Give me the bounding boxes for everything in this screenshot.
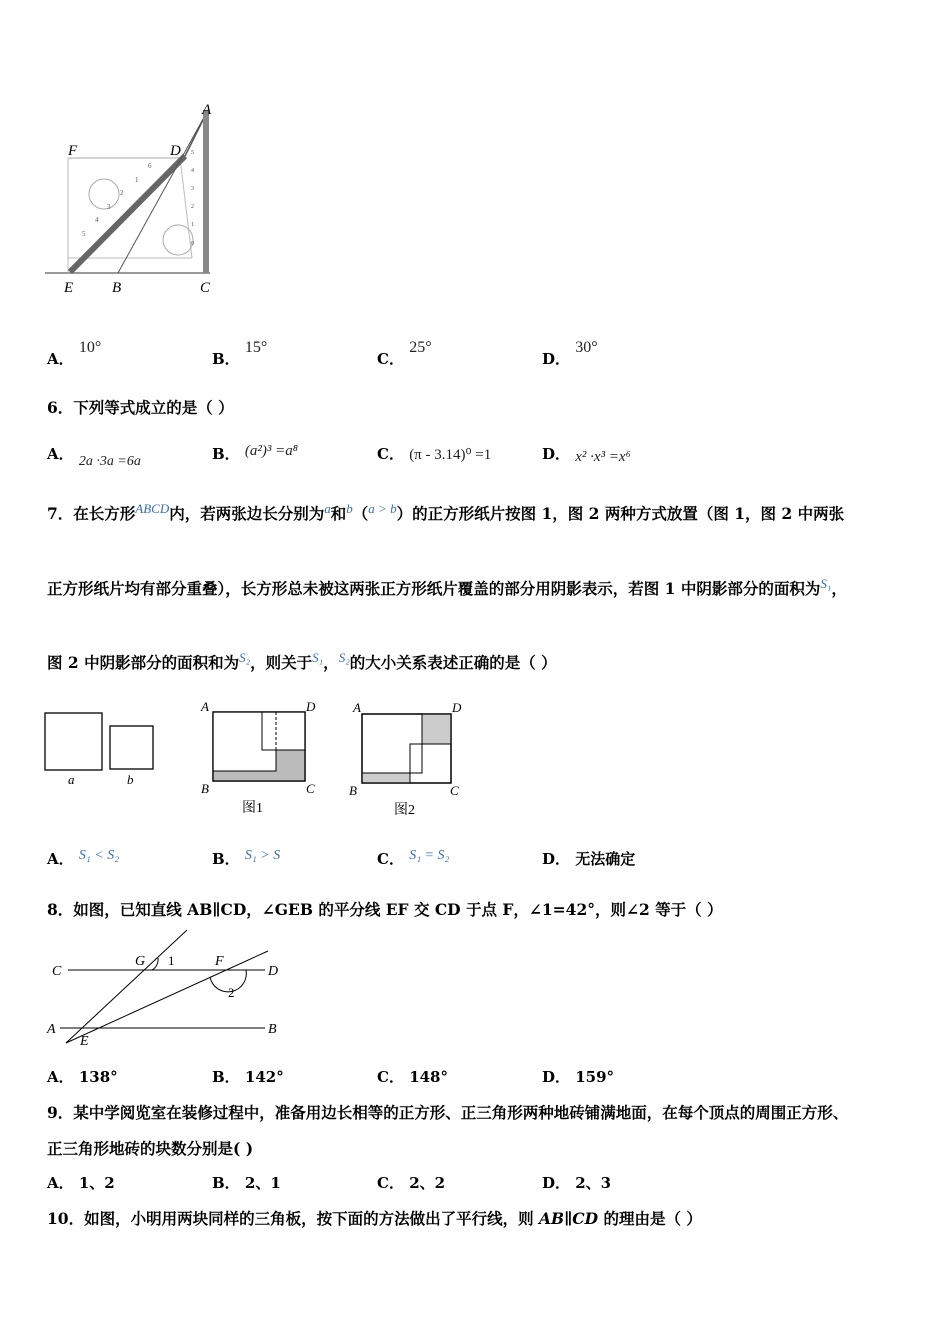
option-letter: A． <box>47 1068 74 1086</box>
q5-tick: 1 <box>135 176 139 184</box>
q8-option-a[interactable] <box>47 1066 118 1087</box>
q7-math: S₂ <box>239 650 251 665</box>
option-letter: B． <box>212 850 240 868</box>
q8-label-e: E <box>80 1034 89 1049</box>
q5-ruler-tick: 2 <box>191 204 194 210</box>
q9-stem-line1: 9．某中学阅览室在装修过程中，准备用边长相等的正方形、正三角形两种地砖铺满地面，在每个顶点的周围正方形、 <box>47 1103 849 1122</box>
option-letter: A． <box>47 850 74 868</box>
q7-line3 <box>47 650 557 673</box>
q7-figure <box>40 695 480 820</box>
q8-label-a: A <box>47 1022 56 1037</box>
q6-option-d[interactable] <box>542 443 631 464</box>
q8-label-f: F <box>215 954 224 969</box>
q8-label-1: 1 <box>168 953 175 968</box>
q7-math: a <box>324 501 331 516</box>
option-value: 2、1 <box>244 1174 281 1192</box>
q7-text: 7．在长方形 <box>47 504 136 524</box>
option-letter: A． <box>47 1174 74 1192</box>
option-value: 142° <box>244 1068 284 1086</box>
option-value: 25° <box>409 339 432 356</box>
q5-circle-1 <box>89 179 119 209</box>
q7-line1 <box>47 501 844 524</box>
q5-ruler-ed <box>70 156 185 272</box>
q7-fig1-label-b: B <box>201 781 209 796</box>
option-letter: C． <box>377 445 404 463</box>
q6-option-b[interactable] <box>212 443 298 464</box>
q8-label-2: 2 <box>228 985 235 1000</box>
option-value: 148° <box>409 1068 448 1086</box>
q9-option-a[interactable] <box>47 1172 115 1193</box>
option-value: 30° <box>575 339 598 356</box>
q5-tick: 4 <box>95 216 99 224</box>
q7-math: S₂ <box>338 650 350 665</box>
option-letter: C． <box>377 1068 404 1086</box>
option-value: (π - 3.14)⁰ =1 <box>409 447 492 463</box>
option-letter: A． <box>47 350 74 368</box>
q5-tick: 2 <box>120 189 124 197</box>
q7-text: 的大小关系表述正确的是（ ） <box>349 653 557 673</box>
q7-math: b <box>346 501 353 516</box>
q7-fig1-label-a: A <box>201 699 209 714</box>
q5-label-e: E <box>64 280 74 296</box>
q8-option-d[interactable] <box>542 1066 614 1087</box>
option-value: (a²)³ =a⁸ <box>244 443 298 459</box>
q10-text: 10．如图，小明用两块同样的三角板，按下面的方法做出了平行线，则 <box>47 1209 539 1228</box>
option-value: 159° <box>575 1068 615 1086</box>
option-letter: C． <box>377 350 404 368</box>
q5-tick: 6 <box>148 162 152 170</box>
q7-text: ，则关于 <box>250 653 313 673</box>
q5-ruler-ac <box>203 110 209 273</box>
q9-option-d[interactable] <box>542 1172 611 1193</box>
q5-ruler-tick: 3 <box>191 186 194 192</box>
q7-math: S₁ <box>312 650 324 665</box>
option-letter: D． <box>542 1068 571 1086</box>
q7-fig1-label-c: C <box>306 781 315 796</box>
q7-fig2-label-c: C <box>450 783 459 798</box>
option-value: x² ·x³ =x⁶ <box>575 449 631 465</box>
option-letter: B． <box>212 1174 240 1192</box>
q7-text: 和 <box>330 504 347 524</box>
q5-option-a[interactable] <box>47 339 102 369</box>
option-value: 10° <box>78 339 102 356</box>
option-letter: B． <box>212 1068 240 1086</box>
q9-option-b[interactable] <box>212 1172 281 1193</box>
q5-label-f: F <box>68 143 78 159</box>
option-value: 138° <box>78 1068 118 1086</box>
q8-label-d: D <box>268 964 279 979</box>
q9-option-c[interactable] <box>377 1172 445 1193</box>
q5-option-c[interactable] <box>377 339 432 369</box>
q9-stem-line2: 正三角形地砖的块数分别是( ) <box>47 1139 254 1158</box>
option-value: 2、3 <box>575 1174 612 1192</box>
q8-label-g: G <box>135 954 146 969</box>
q7-square-b <box>110 726 153 769</box>
q8-label-b: B <box>268 1022 277 1037</box>
option-letter: C． <box>377 1174 404 1192</box>
q7-option-a[interactable] <box>47 848 119 869</box>
q5-label-c: C <box>200 280 211 296</box>
option-letter: B． <box>212 350 240 368</box>
option-value: S₁ > S <box>244 848 281 863</box>
q8-option-c[interactable] <box>377 1066 448 1087</box>
option-value: 15° <box>244 339 268 356</box>
q5-ruler-tick: 4 <box>191 168 194 174</box>
q7-square-a <box>45 713 102 770</box>
q5-label-a: A <box>202 102 212 118</box>
q7-math: a > b <box>368 501 397 516</box>
q5-circle-2 <box>163 225 193 255</box>
q8-line-ef <box>66 951 268 1043</box>
q7-fig2-label-d: D <box>452 700 462 715</box>
option-letter: A． <box>47 445 74 463</box>
q7-fig1-caption: 图1 <box>242 801 263 816</box>
q8-label-c: C <box>52 964 62 979</box>
q7-fig2-label-b: B <box>349 783 357 798</box>
q7-option-b[interactable] <box>212 848 280 869</box>
q7-fig1-label-d: D <box>306 699 316 714</box>
q5-ruler-tick: 1 <box>191 222 194 228</box>
option-letter: B． <box>212 445 240 463</box>
q5-tick: 3 <box>107 203 111 211</box>
q6-option-a[interactable] <box>47 443 141 469</box>
q7-fig2-caption: 图2 <box>394 803 415 818</box>
q5-option-d[interactable] <box>542 339 598 369</box>
q7-text: ）的正方形纸片按图 1，图 2 两种方式放置（图 1，图 2 中两张 <box>396 504 845 524</box>
q5-option-b[interactable] <box>212 339 268 369</box>
q8-stem: 8．如图，已知直线 AB∥CD，∠GEB 的平分线 EF 交 CD 于点 F，∠1=42°，则∠2 等于（ ） <box>47 900 723 919</box>
q7-fig1 <box>200 699 316 816</box>
option-value: S₁ < S₂ <box>78 848 120 863</box>
q5-ruler-tick: 0 <box>191 241 194 247</box>
q7-text: 内，若两张边长分别为 <box>169 504 325 524</box>
q7-line2 <box>47 576 847 599</box>
option-letter: D． <box>542 850 571 868</box>
q10-text: 的理由是（ ） <box>598 1209 702 1228</box>
option-letter: C． <box>377 850 404 868</box>
q5-figure <box>40 98 230 298</box>
option-letter: D． <box>542 1174 571 1192</box>
q7-math: ABCD <box>135 501 170 516</box>
option-value: 无法确定 <box>575 850 636 868</box>
q6-stem: 6．下列等式成立的是（ ） <box>47 398 234 417</box>
q10-math: AB∥CD <box>538 1209 599 1228</box>
q7-text: ， <box>831 579 847 599</box>
q7-label-b: b <box>127 772 134 787</box>
q5-label-d: D <box>170 143 181 159</box>
q5-line-ba <box>118 110 208 273</box>
q10-stem <box>47 1207 702 1229</box>
q8-option-b[interactable] <box>212 1066 284 1087</box>
q7-text: 图 2 中阴影部分的面积和为 <box>47 653 240 673</box>
q7-option-c[interactable] <box>377 848 449 869</box>
q6-option-c[interactable] <box>377 443 491 464</box>
q7-math: S₁ <box>820 576 832 591</box>
option-value: 2a ·3a =6a <box>78 454 141 469</box>
option-letter: D． <box>542 445 571 463</box>
q5-label-b: B <box>112 280 122 296</box>
q7-label-a: a <box>68 772 75 787</box>
option-letter: D． <box>542 350 571 368</box>
option-value: 2、2 <box>409 1174 446 1192</box>
q7-text: （ <box>352 504 369 524</box>
q7-fig2 <box>349 700 462 818</box>
option-value: 1、2 <box>78 1174 115 1192</box>
q8-line-eg <box>66 930 187 1043</box>
option-value: S₁ = S₂ <box>409 848 450 863</box>
q7-option-d[interactable] <box>542 848 635 869</box>
q5-ruler-tick: 5 <box>191 150 194 156</box>
q7-text: 正方形纸片均有部分重叠），长方形总未被这两张正方形纸片覆盖的部分用阴影表示，若图 1 中阴影部分的面积为 <box>47 579 821 599</box>
q7-text: ， <box>323 653 339 673</box>
q5-tick: 5 <box>82 230 86 238</box>
q7-fig2-label-a: A <box>353 700 361 715</box>
q8-figure <box>40 925 300 1055</box>
